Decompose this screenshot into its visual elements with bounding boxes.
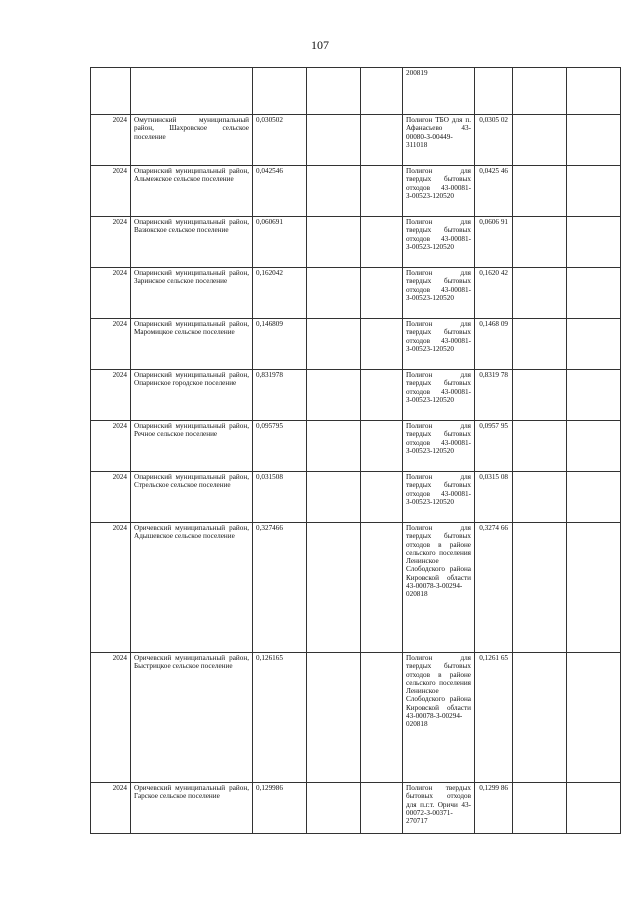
cell-empty	[361, 268, 403, 319]
cell-year: 2024	[91, 319, 131, 370]
table-row	[91, 421, 621, 472]
page-number: 107	[311, 38, 329, 52]
cell-municipality: Оричевский муниципальный район, Гарское сельское поселение	[131, 783, 253, 834]
cell-municipality: Омутнинский муниципальный район, Шахровское сельское поселение	[131, 115, 253, 166]
cell-empty	[361, 421, 403, 472]
cell-value: 0,146809	[253, 319, 307, 370]
cell-empty	[513, 68, 567, 115]
cell-empty	[567, 115, 621, 166]
cell-value: 0,042546	[253, 166, 307, 217]
table-row	[91, 319, 621, 370]
cell-polygon: Полигон для твердых бытовых отходов 43-00081-З-00523-120520	[403, 421, 475, 472]
cell-year: 2024	[91, 217, 131, 268]
table-row-continued	[91, 68, 621, 115]
cell-value2: 0,3274 66	[475, 523, 513, 653]
cell-empty	[567, 217, 621, 268]
cell-year: 2024	[91, 783, 131, 834]
cell-empty	[307, 421, 361, 472]
cell-empty	[307, 472, 361, 523]
table-row	[91, 653, 621, 783]
cell-empty	[513, 783, 567, 834]
cell-empty	[513, 472, 567, 523]
cell-empty	[513, 421, 567, 472]
cell-empty	[567, 653, 621, 783]
table-row	[91, 783, 621, 834]
cell-empty	[513, 115, 567, 166]
cell-municipality: Оричевский муниципальный район, Адышевское сельское поселение	[131, 523, 253, 653]
table-row	[91, 370, 621, 421]
cell-empty	[307, 370, 361, 421]
cell-empty	[513, 319, 567, 370]
cell-value2: 0,1261 65	[475, 653, 513, 783]
cell-year: 2024	[91, 370, 131, 421]
cell-empty	[307, 115, 361, 166]
cell-year: 2024	[91, 653, 131, 783]
table-row	[91, 115, 621, 166]
cell-polygon: Полигон для твердых бытовых отходов в районе сельского поселения Ленинское Слободского района Кировской области 43-00078-З-00294-020818	[403, 523, 475, 653]
cell-value: 0,831978	[253, 370, 307, 421]
cell-empty	[567, 421, 621, 472]
cell-value2: 0,0957 95	[475, 421, 513, 472]
cell-value: 0,030502	[253, 115, 307, 166]
cell-empty	[361, 319, 403, 370]
cell-empty	[307, 319, 361, 370]
cell-polygon: Полигон для твердых бытовых отходов 43-00081-З-00523-120520	[403, 472, 475, 523]
cell-municipality: Опаринский муниципальный район, Опаринское городское поселение	[131, 370, 253, 421]
cell-empty	[513, 268, 567, 319]
cell-empty	[567, 523, 621, 653]
cell-empty	[361, 783, 403, 834]
cell-value: 0,060691	[253, 217, 307, 268]
cell-year: 2024	[91, 166, 131, 217]
cell-polygon: Полигон для твердых бытовых отходов 43-00081-З-00523-120520	[403, 319, 475, 370]
cell-empty	[513, 653, 567, 783]
cell-empty	[567, 268, 621, 319]
table-row	[91, 217, 621, 268]
cell-value2: 0,0606 91	[475, 217, 513, 268]
table-row	[91, 268, 621, 319]
cell-value: 0,031508	[253, 472, 307, 523]
cell-empty	[307, 268, 361, 319]
cell-year: 2024	[91, 115, 131, 166]
cell-polygon: Полигон для твердых бытовых отходов 43-00081-З-00523-120520	[403, 370, 475, 421]
cell-empty	[307, 166, 361, 217]
cell-empty	[513, 523, 567, 653]
cell-value2: 0,0425 46	[475, 166, 513, 217]
cell-empty	[567, 319, 621, 370]
cell-polygon: Полигон ТБО для п. Афанасьево 43-00080-З-00449-311018	[403, 115, 475, 166]
cell-value2: 0,1299 86	[475, 783, 513, 834]
cell-empty	[307, 523, 361, 653]
cell-empty	[567, 166, 621, 217]
cell-value: 0,327466	[253, 523, 307, 653]
cell-empty	[253, 68, 307, 115]
cell-polygon: Полигон для твердых бытовых отходов 43-00081-З-00523-120520	[403, 268, 475, 319]
cell-polygon: Полигон твердых бытовых отходов для п.г.т. Оричи 43-00072-З-00371-270717	[403, 783, 475, 834]
cell-polygon: Полигон для твердых бытовых отходов в районе сельского поселения Ленинское Слободского района Кировской области 43-00078-З-00294-020818	[403, 653, 475, 783]
cell-empty	[307, 783, 361, 834]
cell-year: 2024	[91, 268, 131, 319]
cell-empty	[513, 217, 567, 268]
cell-empty	[361, 68, 403, 115]
cell-empty	[361, 472, 403, 523]
cell-municipality: Опаринский муниципальный район, Вазюкское сельское поселение	[131, 217, 253, 268]
cell-empty	[513, 370, 567, 421]
cell-value2: 0,1620 42	[475, 268, 513, 319]
cell-year: 2024	[91, 472, 131, 523]
cell-year: 2024	[91, 421, 131, 472]
cell-value: 0,126165	[253, 653, 307, 783]
cell-municipality: Оричевский муниципальный район, Быстрицкое сельское поселение	[131, 653, 253, 783]
cell-value2: 0,8319 78	[475, 370, 513, 421]
cell-polygon: Полигон для твердых бытовых отходов 43-00081-З-00523-120520	[403, 166, 475, 217]
cell-empty	[307, 653, 361, 783]
cell-empty	[361, 523, 403, 653]
cell-polygon: Полигон для твердых бытовых отходов 43-00081-З-00523-120520	[403, 217, 475, 268]
cell-empty	[513, 166, 567, 217]
cell-empty	[361, 115, 403, 166]
cell-municipality: Опаринский муниципальный район, Альмежское сельское поселение	[131, 166, 253, 217]
table-row	[91, 472, 621, 523]
cell-empty	[361, 370, 403, 421]
cell-empty	[307, 217, 361, 268]
cell-value: 0,095795	[253, 421, 307, 472]
cell-empty	[567, 370, 621, 421]
cell-municipality: Опаринский муниципальный район, Заринское сельское поселение	[131, 268, 253, 319]
cell-empty	[361, 166, 403, 217]
cell-municipality: Опаринский муниципальный район, Стрельское сельское поселение	[131, 472, 253, 523]
cell-empty	[307, 68, 361, 115]
cell-value: 0,162042	[253, 268, 307, 319]
cell-empty	[91, 68, 131, 115]
cell-year: 2024	[91, 523, 131, 653]
cell-value: 0,129986	[253, 783, 307, 834]
cell-value2: 0,0305 02	[475, 115, 513, 166]
table-row	[91, 523, 621, 653]
cell-municipality: Опаринский муниципальный район, Маромицкое сельское поселение	[131, 319, 253, 370]
cell-empty	[567, 68, 621, 115]
cell-value2: 0,1468 09	[475, 319, 513, 370]
cell-empty	[131, 68, 253, 115]
cell-empty	[361, 653, 403, 783]
cell-value2: 0,0315 08	[475, 472, 513, 523]
cell-empty	[567, 472, 621, 523]
document-table	[90, 67, 621, 834]
cell-empty	[567, 783, 621, 834]
cell-empty	[361, 217, 403, 268]
cell-polygon-tail: 200819	[403, 68, 475, 115]
table-row	[91, 166, 621, 217]
cell-empty	[475, 68, 513, 115]
cell-municipality: Опаринский муниципальный район, Речное сельское поселение	[131, 421, 253, 472]
